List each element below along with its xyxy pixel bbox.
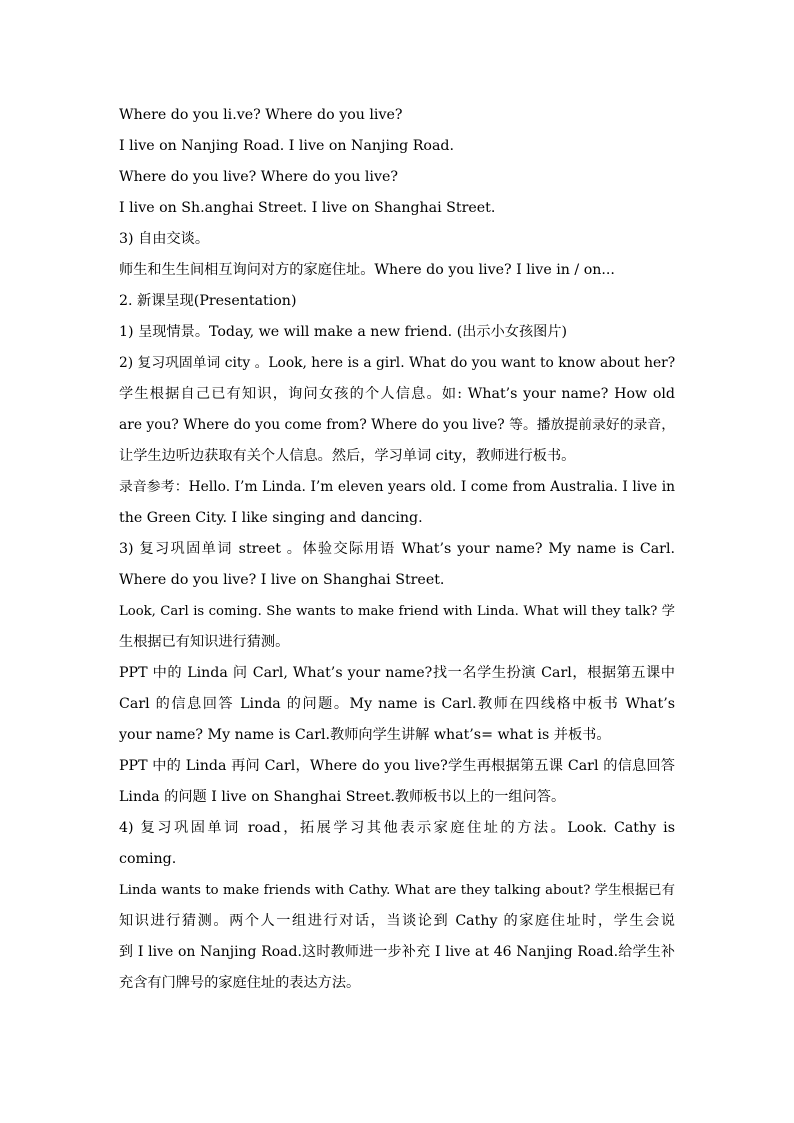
text-line: the Green City. I like singing and dancing. [119, 510, 423, 526]
text-line: PPT 中的 Linda 问 Carl, What’s your name?找一名学生扮演 Carl，根据第五课中 [119, 665, 675, 681]
text-line: 让学生边听边获取有关个人信息。然后，学习单词 city，教师进行板书。 [119, 448, 576, 464]
text-line: coming. [119, 851, 177, 867]
text-line: 充含有门牌号的家庭住址的表达方法。 [119, 975, 361, 991]
text-line: 2. 新课呈现(Presentation) [119, 293, 297, 309]
text-line: 到 I live on Nanjing Road.这时教师进一步补充 I live at 46 Nanjing Road.给学生补 [119, 944, 675, 960]
text-line: 2) 复习巩固单词 city 。Look, here is a girl. What do you want to know about her? [119, 355, 675, 371]
text-line: I live on Nanjing Road. I live on Nanjing Road. [119, 138, 455, 154]
text-line: 生根据已有知识进行猜测。 [119, 634, 290, 650]
text-line: Linda 的问题 I live on Shanghai Street.教师板书以上的一组问答。 [119, 789, 566, 805]
text-line: 师生和生生间相互询问对方的家庭住址。Where do you live? I live in / on... [119, 262, 615, 278]
text-line: Where do you li.ve? Where do you live? [119, 107, 403, 123]
text-line: your name? My name is Carl.教师向学生讲解 what’s= what is 并板书。 [119, 727, 611, 743]
text-line: PPT 中的 Linda 再问 Carl，Where do you live?学生再根据第五课 Carl 的信息回答 [119, 758, 675, 774]
text-line: Where do you live? I live on Shanghai Street. [119, 572, 445, 588]
text-line: 4) 复习巩固单词 road，拓展学习其他表示家庭住址的方法。Look. Cathy is [119, 820, 675, 836]
document-body [119, 100, 675, 999]
text-line: 学生根据自己已有知识，询问女孩的个人信息。如: What’s your name? How old [119, 386, 675, 402]
text-line: Look, Carl is coming. She wants to make friend with Linda. What will they talk? 学 [119, 604, 675, 619]
text-line: I live on Sh.anghai Street. I live on Shanghai Street. [119, 200, 496, 216]
text-line: 3) 复习巩固单词 street 。体验交际用语 What’s your name? My name is Carl. [119, 541, 675, 557]
text-line: Carl 的信息回答 Linda 的问题。My name is Carl.教师在四线格中板书 What’s [119, 696, 675, 712]
text-line: 1) 呈现情景。Today, we will make a new friend. (出示小女孩图片) [119, 324, 568, 340]
text-line: are you? Where do you come from? Where do you live? 等。播放提前录好的录音， [119, 417, 675, 433]
text-line: 录音参考：Hello. I’m Linda. I’m eleven years old. I come from Australia. I live in [119, 479, 675, 495]
text-line: Where do you live? Where do you live? [119, 169, 398, 185]
text-line: 知识进行猜测。两个人一组进行对话，当谈论到 Cathy 的家庭住址时，学生会说 [119, 913, 675, 929]
text-line: 3) 自由交谈。 [119, 231, 210, 247]
text-line: Linda wants to make friends with Cathy. What are they talking about? 学生根据已有 [119, 883, 675, 898]
